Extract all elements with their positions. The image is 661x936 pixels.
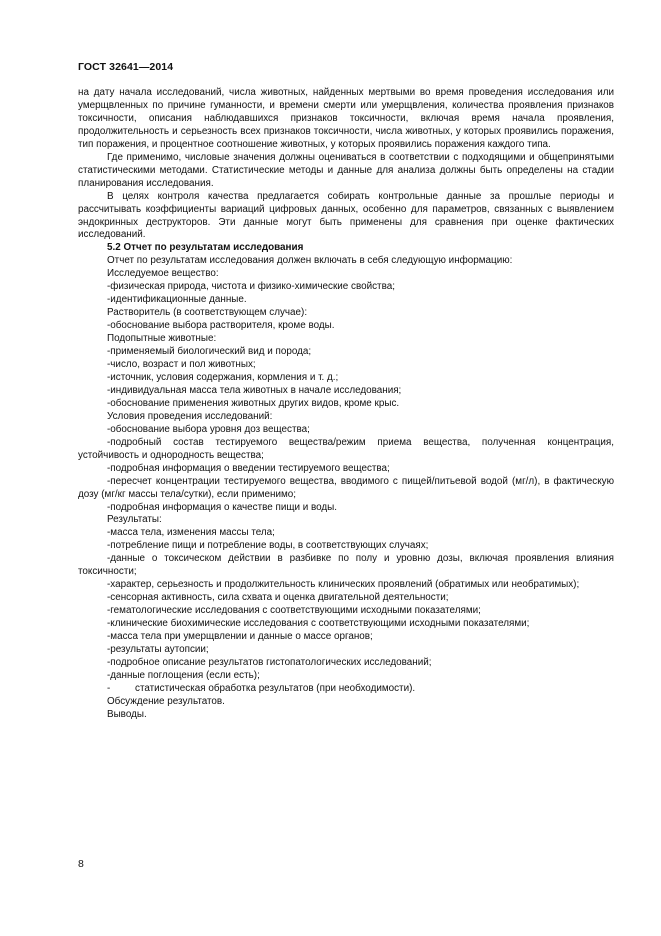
list-item: -пересчет концентрации тестируемого вещества, вводимого с пищей/питьевой водой (мг/л), в фактическую дозу (мг/кг массы тела/сутки), если применимо;: [78, 475, 614, 500]
list-item: -масса тела, изменения массы тела;: [107, 527, 275, 539]
list-item: -масса тела при умерщвлении и данные о массе органов;: [107, 631, 373, 643]
list-item: -гематологические исследования с соответствующими исходными показателями;: [107, 605, 481, 617]
list-item: [78, 683, 614, 696]
list-item: -индивидуальная масса тела животных в начале исследования;: [107, 384, 402, 396]
list-item: -клинические биохимические исследования с соответствующими исходными показателями;: [107, 618, 530, 630]
list-item: -подробная информация о качестве пищи и воды.: [107, 501, 338, 513]
list-heading-conclusions: Выводы.: [107, 708, 147, 720]
section-heading: 5.2 Отчет по результатам исследования: [107, 242, 304, 254]
standard-header: ГОСТ 32641—2014: [78, 61, 174, 73]
paragraph-continued: на дату начала исследований, числа животных, найденных мертвыми во время проведения исследования или умерщвленных по причине гуманности, и времени смерти или умерщвления, количества проявления признаков токсичности, описания наблюдавшихся признаков токсичности, включая время начала проявления, продолжительность и серьезность всех признаков токсичности, числа животных, у которых проявились поражения, тип поражения, и процентное соотношение животных, у которых проявились поражения каждого типа.: [78, 87, 614, 150]
list-item: -применяемый биологический вид и порода;: [107, 346, 312, 358]
list-item: -подробное описание результатов гистопатологических исследований;: [107, 656, 432, 668]
list-item: -физическая природа, чистота и физико-химические свойства;: [107, 281, 395, 293]
list-item: -данные поглощения (если есть);: [107, 669, 260, 681]
list-item: -сенсорная активность, сила схвата и оценка двигательной деятельности;: [107, 592, 449, 604]
list-item: -обоснование выбора растворителя, кроме воды.: [107, 320, 335, 332]
list-item: -результаты аутопсии;: [107, 643, 209, 655]
list-heading-substance: Исследуемое вещество:: [107, 268, 219, 280]
list-item: -обоснование выбора уровня доз вещества;: [107, 423, 310, 435]
list-item: -потребление пищи и потребление воды, в соответствующих случаях;: [107, 540, 429, 552]
list-heading-conditions: Условия проведения исследований:: [107, 410, 273, 422]
list-heading-solvent: Растворитель (в соответствующем случае):: [107, 307, 308, 319]
list-item: -данные о токсическом действии в разбивке по полу и уровню дозы, включая проявления влияния токсичности;: [78, 553, 614, 578]
list-heading-discussion: Обсуждение результатов.: [107, 695, 225, 707]
list-dash: -: [107, 682, 111, 694]
list-heading-results: Результаты:: [107, 514, 162, 526]
list-item: -источник, условия содержания, кормления и т. д.;: [107, 371, 339, 383]
list-heading-animals: Подопытные животные:: [107, 333, 217, 345]
list-item: -число, возраст и пол животных;: [107, 359, 256, 371]
paragraph-quality-control: В целях контроля качества предлагается собирать контрольные данные за прошлые периоды и рассчитывать коэффициенты вариаций цифровых данных, особенно для параметров, связанных с выявлением эндокринных деструкторов. Эти данные могут быть применены для сравнения при оценке фактических исследований.: [78, 190, 614, 241]
document-body: [78, 87, 614, 722]
list-item: -подробный состав тестируемого вещества/режим приема вещества, полученная концентрация, устойчивость и однородность вещества;: [78, 436, 614, 461]
page-number: 8: [78, 858, 84, 870]
list-item: -характер, серьезность и продолжительность клинических проявлений (обратимых или необратимых);: [107, 579, 580, 591]
list-item: -идентификационные данные.: [107, 294, 247, 306]
list-item: -обоснование применения животных других видов, кроме крыс.: [107, 397, 400, 409]
section-intro: Отчет по результатам исследования должен включать в себя следующую информацию:: [107, 255, 513, 267]
list-item-text: статистическая обработка результатов (при необходимости).: [135, 682, 416, 694]
list-item: -подробная информация о введении тестируемого вещества;: [107, 462, 390, 474]
paragraph-statistics: Где применимо, числовые значения должны оцениваться в соответствии с подходящими и общепринятыми статистическими методами. Статистические методы и данные для анализа должны быть определены на стадии планирования исследования.: [78, 151, 614, 189]
